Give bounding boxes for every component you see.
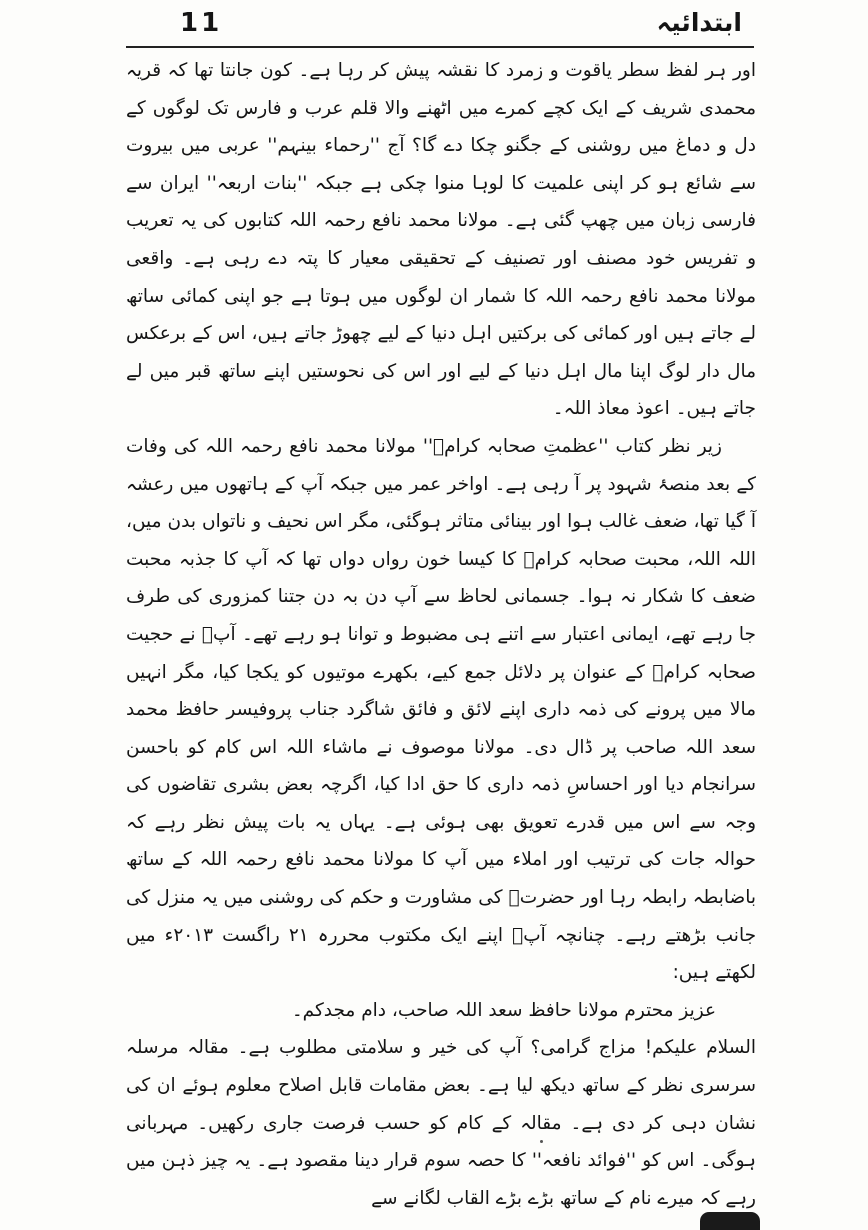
letter-address: عزیز محترم مولانا حافظ سعد اللہ صاحب، دام مجدکم۔ xyxy=(291,999,716,1021)
header-divider xyxy=(126,46,754,48)
page-edge-mark xyxy=(700,1212,760,1230)
chapter-title: ابتدائیہ xyxy=(656,8,742,37)
page-body xyxy=(126,52,756,1217)
paragraph-opening: اور ہر لفظ سطر یاقوت و زمرد کا نقشہ پیش کر رہا ہے۔ کون جانتا تھا کہ قریہ محمدی شریف کے ایک کچے کمرے میں اٹھنے والا قلم عرب و فارس تک لوگوں کے دل و دماغ میں روشنی کے جگنو چکا دے گا؟ آج ''رحماء بینہم'' عربی میں بیروت سے شائع ہو کر اپنی علمیت کا لوہا منوا چکی ہے جبکہ ''بنات اربعہ'' ایران سے فارسی زبان میں چھپ گئی ہے۔ مولانا محمد نافع رحمہ اللہ کتابوں کی یہ تعریب و تفریس خود مصنف اور تصنیف کے تحقیقی معیار کا پتہ دے رہی ہے۔ واقعی مولانا محمد نافع رحمہ اللہ کا شمار ان لوگوں میں ہوتا ہے جو اپنی کمائی ساتھ لے جاتے ہیں اور کمائی کی برکتیں اہل دنیا کے لیے چھوڑ جاتے ہیں، اس کے برعکس مال دار لوگ اپنا مال اہل دنیا کے لیے اور اس کی نحوستیں اپنے ساتھ قبر میں لے جاتے ہیں۔ اعوذ معاذ اللہ۔ xyxy=(126,60,756,420)
speck-mark xyxy=(540,1140,543,1143)
letter-body: السلام علیکم! مزاج گرامی؟ آپ کی خیر و سلامتی مطلوب ہے۔ مقالہ مرسلہ سرسری نظر کے ساتھ دیکھ لیا ہے۔ بعض مقامات قابل اصلاح معلوم ہوئے ان کی نشان دہی کر دی ہے۔ مقالہ کے کام کو حسب فرصت جاری رکھیں۔ مہربانی ہوگی۔ اس کو ''فوائد نافعہ'' کا حصہ سوم قرار دینا مقصود ہے۔ یہ چیز ذہن میں رہے کہ میرے نام کے ساتھ بڑے بڑے القاب لگانے سے xyxy=(126,1037,756,1209)
page-number: 11 xyxy=(180,8,223,38)
paragraph-book-intro: زیر نظر کتاب ''عظمتِ صحابہ کرامؓ'' مولانا محمد نافع رحمہ اللہ کی وفات کے بعد منصۂ شہود پر آ رہی ہے۔ اواخر عمر میں جبکہ آپ کے ہاتھوں میں رعشہ آ گیا تھا، ضعف غالب ہوا اور بینائی متاثر ہوگئی، مگر اس نحیف و ناتواں بدن میں، اللہ اللہ، محبت صحابہ کرامؓ کا کیسا خون رواں دواں تھا کہ آپ کا جذبہ محبت ضعف کا شکار نہ ہوا۔ جسمانی لحاظ سے آپ دن بہ دن جتنا کمزوری کی طرف جا رہے تھے، ایمانی اعتبار سے اتنے ہی مضبوط و توانا ہو رہے تھے۔ آپؒ نے حجیت صحابہ کرامؓ کے عنوان پر دلائل جمع کیے، بکھرے موتیوں کو یکجا کیا، مگر انہیں مالا میں پرونے کی ذمہ داری اپنے لائق و فائق شاگرد جناب پروفیسر حافظ محمد سعد اللہ صاحب پر ڈال دی۔ مولانا موصوف نے ماشاء اللہ اس کام کو باحسن سرانجام دیا اور احساسِ ذمہ داری کا حق ادا کیا، اگرچہ بعض بشری تقاضوں کی وجہ سے اس میں قدرے تعویق بھی ہوئی ہے۔ یہاں یہ بات پیش نظر رہے کہ حوالہ جات کی ترتیب اور املاء میں آپ کا مولانا محمد نافع رحمہ اللہ کے ساتھ باضابطہ رابطہ رہا اور حضرتؒ کی مشاورت و حکم کی روشنی میں یہ منزل کی جانب بڑھتے رہے۔ چنانچہ آپؒ اپنے ایک مکتوب محررہ ۲۱ راگست ۲۰۱۳ء میں لکھتے ہیں: xyxy=(126,435,757,984)
